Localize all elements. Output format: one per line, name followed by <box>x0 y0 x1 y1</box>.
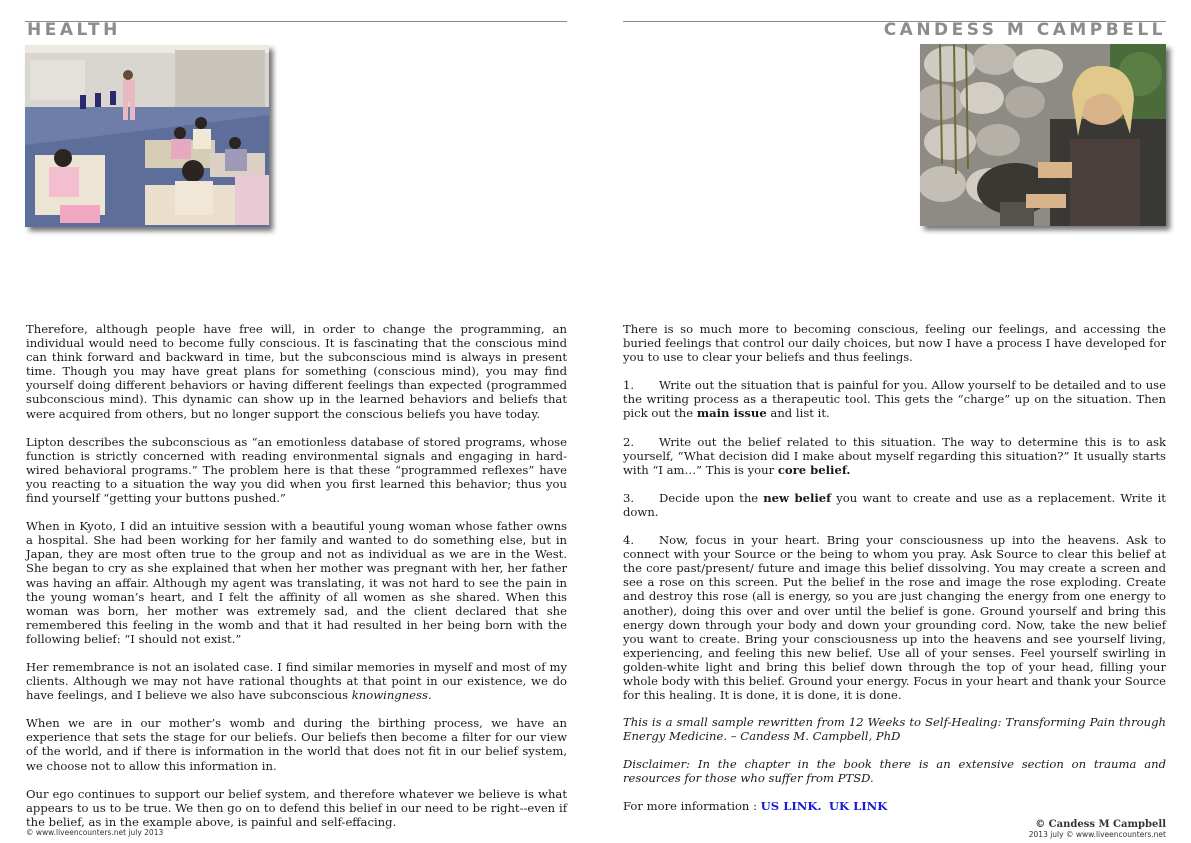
step-3-bold: new belief <box>763 490 832 505</box>
step-1-bold: main issue <box>696 406 767 421</box>
author-label: CANDESS M CAMPBELL <box>883 20 1166 40</box>
step-2-bold: core belief. <box>777 462 851 477</box>
step-3-number: 3. <box>623 490 635 505</box>
step-1-tail: and list it. <box>766 406 830 421</box>
uk-link[interactable]: UK LINK <box>828 799 888 814</box>
knowingness-emphasis: knowingness. <box>351 688 432 703</box>
right-article-column <box>623 322 1166 716</box>
yoga-class-photo <box>25 45 269 227</box>
paragraph-womb: When we are in our mother’s womb and during the birthing process, we have an experience that sets the stage for our beliefs. Our beliefs then become a filter for our view of the world, and if there is information in the world that does not fit in our belief system, we choose not to allow this information in. <box>26 716 567 773</box>
section-label-health: HEALTH <box>27 20 121 40</box>
footer-right-author: © Candess M Campbell <box>1035 819 1166 830</box>
left-article-column <box>26 322 567 843</box>
footer-left: © www.liveencounters.net july 2013 <box>26 828 164 837</box>
step-1-text: Write out the situation that is painful for you. Allow yourself to be detailed and to use the writing process as a therapeutic tool. This gets the “charge” up on the situation. Then pick out the <box>623 378 1166 421</box>
footer-right-date: 2013 july © www.liveencounters.net <box>1028 830 1166 839</box>
us-link[interactable]: US LINK. <box>760 799 822 814</box>
paragraph-kyoto: When in Kyoto, I did an intuitive session with a beautiful young woman whose father owns a hospital. She had been working for her family and wanted to do something else, but in Japan, they are most often true to the group and not as individual as we are in the West. She began to cry as she explained that when her mother was pregnant with her, her father was having an affair. Although my agent was translating, it was not hard to see the pain in the young woman’s heart, and I felt the affinity of all women as she shared. When this woman was born, her mother was extremely sad, and the client declared that she remembered this feeling in the womb and that it had resulted in her being born with the following belief: “I should not exist.” <box>26 519 567 646</box>
paragraph-ego: Our ego continues to support our belief system, and therefore whatever we believe is what appears to us to be true. We then go on to defend this belief in our need to be right--even if the belief, as in the example above, is painful and self-effacing. <box>26 786 567 829</box>
stone-garden-portrait-photo <box>920 44 1166 226</box>
step-3-text: Decide upon the <box>659 490 764 505</box>
paragraph-intro: There is so much more to becoming conscious, feeling our feelings, and accessing the buried feelings that control our daily choices, but now I have a process I have developed for you to use to clear your beliefs and thus feelings. <box>623 322 1166 365</box>
paragraph-remembrance <box>26 660 567 702</box>
step-4 <box>623 533 1166 702</box>
step-2-number: 2. <box>623 434 635 449</box>
step-3-tail: you want to create and use as a replacement. Write it down. <box>623 490 1166 519</box>
right-notes-column <box>623 715 1166 827</box>
paragraph-lipton: Lipton describes the subconscious as “an emotionless database of stored programs, whose function is strictly concerned with reading environmental signals and engaging in hard-wired behavioral programs.” The problem here is that these “programmed reflexes” have you reacting to a situation the way you did when you first learned this behavior; thus you find yourself “getting your buttons pushed.” <box>26 434 567 506</box>
step-4-number: 4. <box>623 533 635 548</box>
stone-garden-illustration <box>920 44 1166 226</box>
sample-note: This is a small sample rewritten from 12 Weeks to Self-Healing: Transforming Pain through Energy Medicine. – Candess M. Campbell, PhD <box>623 715 1166 744</box>
disclaimer: Disclaimer: In the chapter in the book there is an extensive section on trauma and resources for those who suffer from PTSD. <box>623 757 1166 786</box>
step-1 <box>623 378 1166 420</box>
step-2-text: Write out the belief related to this situation. The way to determine this is to ask yourself, “What decision did I make about myself regarding this situation?” It usually starts with “I am…” This is your <box>623 434 1166 477</box>
yoga-class-illustration <box>25 45 269 227</box>
more-info-label: For more information : <box>623 799 761 814</box>
paragraph-remembrance-text: Her remembrance is not an isolated case. I find similar memories in myself and most of my clients. Although we may not have rational thoughts at that point in our existence, we do have feelings, and I believe we also have subconscious <box>26 659 567 703</box>
more-info-line <box>623 799 1166 813</box>
paragraph-programming: Therefore, although people have free will, in order to change the programming, an individual would need to become fully conscious. It is fascinating that the conscious mind can think forward and backward in time, but the subconscious mind is always in present time. Though you may have great plans for something (conscious mind), you may find yourself doing different behaviors or having different feelings than expected (programmed subconscious mind). This dynamic can show up in the learned behaviors and beliefs that were acquired from others, but no longer support the conscious beliefs you have today. <box>26 322 567 421</box>
step-2 <box>623 435 1166 477</box>
step-4-text: Now, focus in your heart. Bring your consciousness up into the heavens. Ask to connect with your Source or the being to whom you pray. Ask Source to clear this belief at the core past/present/ future and image this belief dissolving. You may create a screen and see a rose on this screen. Put the belief in the rose and image the rose exploding. Create and destroy this rose (all is energy, so you are just changing the energy from one energy to another), doing this over and over until the belief is gone. Ground yourself and bring this energy down through your body and down your grounding cord. Now, take the new belief you want to create. Bring your consciousness up into the heavens and see yourself living, experiencing, and feeling this new belief. Use all of your senses. Feel yourself swirling in golden-white light and bring this belief down through the top of your head, filling your whole body with this belief. Ground your energy. Focus in your heart and thank your Source for this healing. It is done, it is done, it is done. <box>623 533 1166 703</box>
step-1-number: 1. <box>623 378 635 393</box>
step-3 <box>623 491 1166 519</box>
